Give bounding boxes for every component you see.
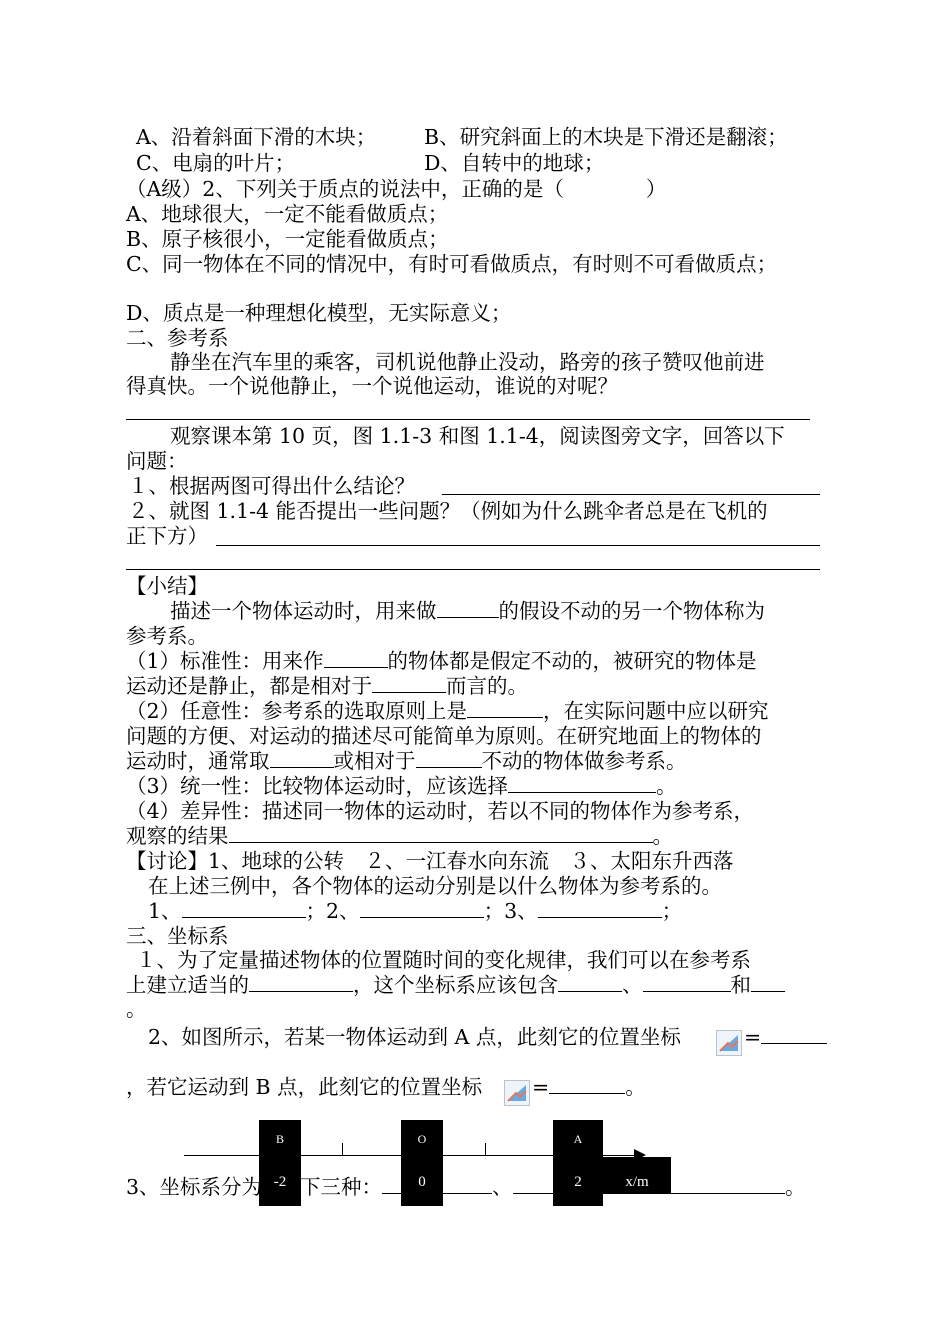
blank[interactable] [437,599,499,618]
option-line: B、研究斜面上的木块是下滑还是翻滚； [424,125,788,149]
blank[interactable] [549,1075,625,1094]
paragraph-line: 观察课本第 10 页，图 1.1-3 和图 1.1-4，阅读图旁文字，回答以下 [170,424,785,448]
option-line: A、沿着斜面下滑的木块； [136,125,377,149]
blank[interactable] [324,649,388,668]
paragraph-line: （2）任意性：参考系的选取原则上是 ，在实际问题中应以研究 [126,699,769,723]
paragraph-line: = 。 [532,1075,646,1099]
broken-image-icon [504,1080,530,1106]
option-a: A、地球很大，一定不能看做质点； [126,202,449,226]
blank[interactable] [182,899,306,918]
summary-heading: 【小结】 [126,574,208,598]
paragraph-line: （4）差异性：描述同一物体的运动时，若以不同的物体作为参考系， [126,799,755,823]
option-c: C、同一物体在不同的情况中，有时可看做质点，有时则不可看做质点； [126,252,778,276]
paragraph-line: 得真快。一个说他静止，一个说他运动，谁说的对呢？ [126,374,618,398]
paragraph-line: 1、 ；2、 ；3、 ； [148,899,683,923]
paragraph-line: 3、坐标系分为 [126,1175,263,1199]
answer-line[interactable] [216,545,820,546]
blank[interactable] [270,749,334,768]
paragraph-line: 问题的方便、对运动的描述尽可能简单为原则。在研究地面上的物体的 [126,724,762,748]
blank[interactable] [671,1175,785,1194]
paragraph-line: 描述一个物体运动时，用来做 的假设不动的另一个物体称为 [170,599,765,623]
question-line: ２、就图 1.1-4 能否提出一些问题？（例如为什么跳伞者总是在飞机的 [128,499,768,523]
paragraph-line: 上建立适当的 ，这个坐标系应该包含 、 和 [126,972,785,998]
point-a-marker [553,1120,603,1206]
point-b-marker [259,1120,301,1206]
blank[interactable] [558,973,622,992]
blank[interactable] [416,749,482,768]
paragraph-line: 问题： [126,449,188,473]
paragraph-line: 观察的结果 。 [126,824,673,848]
option-d: D、质点是一种理想化模型，无实际意义； [126,301,512,325]
paragraph-line: （3）统一性：比较物体运动时，应该选择 。 [126,774,677,798]
paragraph-line: ，若它运动到 B 点，此刻它的位置坐标 [126,1075,483,1099]
axis-tick [485,1143,486,1155]
blank[interactable] [249,973,353,992]
section-heading: 二、参考系 [126,326,229,350]
paragraph-line: １、为了定量描述物体的位置随时间的变化规律，我们可以在参考系 [136,948,751,972]
point-b-value: -2 [273,1174,287,1190]
blank[interactable] [508,774,656,793]
option-b: B、原子核很小，一定能看做质点； [126,227,449,251]
paragraph-line: 。 [126,997,147,1021]
question-line: １、根据两图可得出什么结论？ [128,474,415,498]
point-a-label: A [573,1132,583,1146]
option-line: C、电扇的叶片； [136,151,296,175]
answer-line[interactable] [442,494,820,495]
point-a-value: 2 [574,1174,582,1190]
paragraph-line: 运动时，通常取 或相对于 不动的物体做参考系。 [126,749,687,773]
blank[interactable] [643,973,731,992]
paragraph-line: （1）标准性：用来作 的物体都是假定不动的，被研究的物体是 [126,649,757,673]
blank[interactable] [360,899,484,918]
origin-label: O [417,1132,427,1146]
option-line: D、自转中的地球； [424,151,605,175]
paragraph-line: = [744,1024,827,1050]
blank[interactable] [372,674,446,693]
origin-value: 0 [418,1174,426,1190]
blank[interactable] [467,699,543,718]
blank[interactable] [229,824,653,843]
paragraph-line: 下三种： 、 [300,1174,553,1200]
blank[interactable] [761,1025,827,1044]
question-2: （A级）2、下列关于质点的说法中，正确的是（ ） [126,177,667,201]
broken-image-icon [716,1030,742,1056]
question-line: 正下方） [126,524,208,548]
answer-line[interactable] [126,419,810,420]
paragraph-line: 运动还是静止，都是相对于 而言的。 [126,674,528,698]
blank[interactable] [538,899,662,918]
point-b-label: B [275,1132,284,1146]
paragraph-line: 参考系。 [126,624,208,648]
blank[interactable] [382,1175,492,1194]
axis-unit-label: x/m [625,1174,649,1190]
paragraph-line: 静坐在汽车里的乘客，司机说他静止没动，路旁的孩子赞叹他前进 [170,350,765,374]
unit-marker [603,1157,671,1194]
answer-line[interactable] [126,569,820,570]
blank[interactable] [751,973,785,992]
blank[interactable] [513,1175,553,1194]
section-heading: 三、坐标系 [126,924,229,948]
paragraph-line: 在上述三例中，各个物体的运动分别是以什么物体为参考系的。 [148,874,722,898]
discussion-heading: 【讨论】1、地球的公转 ２、一江春水向东流 ３、太阳东升西落 [126,849,734,873]
paragraph-line: 2、如图所示，若某一物体运动到 A 点，此刻它的位置坐标 [148,1025,681,1049]
axis-tick [342,1143,343,1155]
paragraph-line: 。 [671,1174,806,1200]
